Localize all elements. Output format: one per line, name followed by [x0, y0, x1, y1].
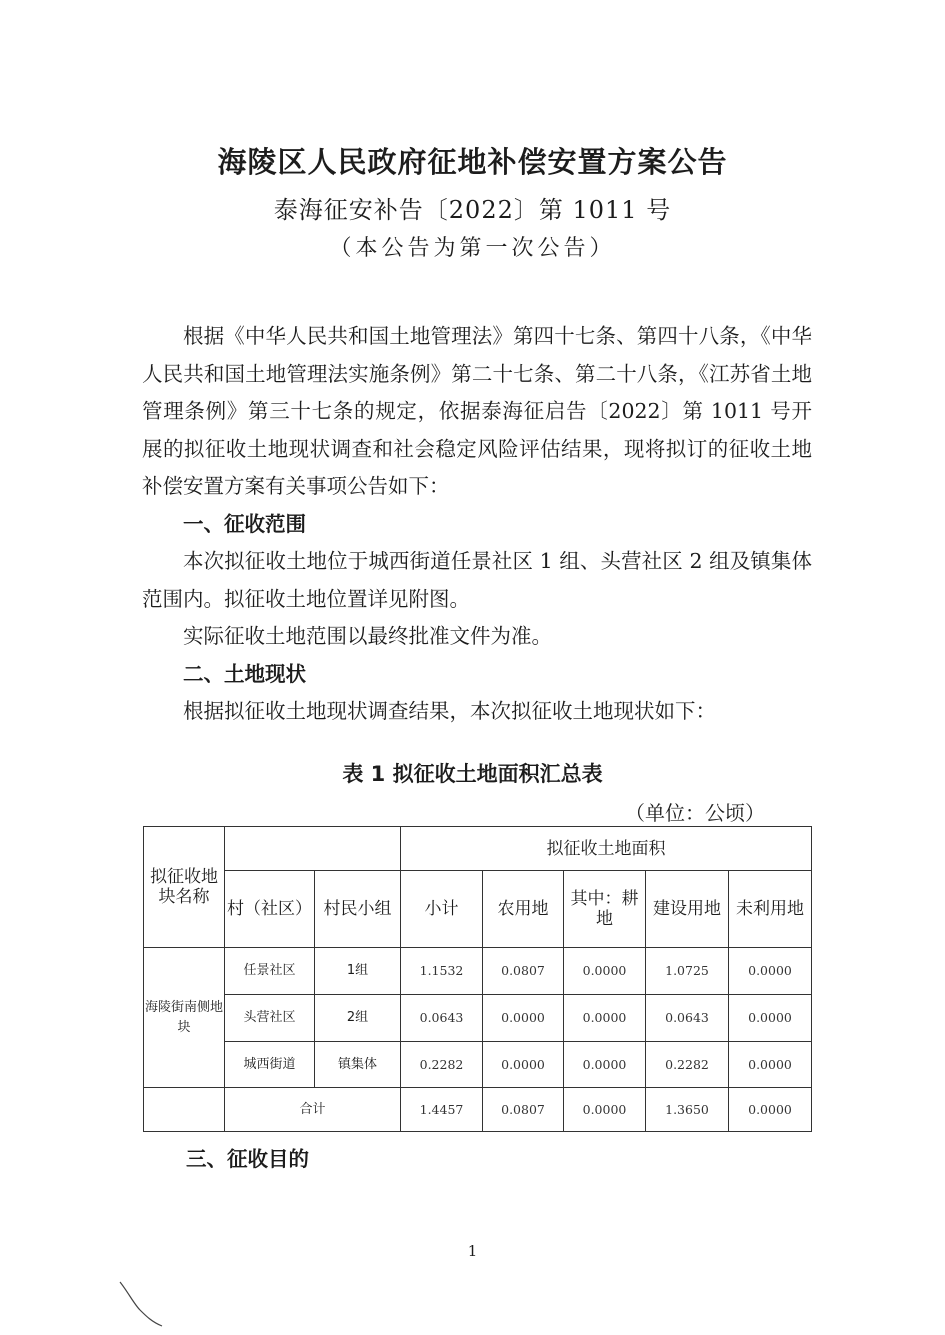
total-unused: 0.0000 — [729, 1088, 812, 1132]
intro-paragraph: 根据《中华人民共和国土地管理法》第四十七条、第四十八条，《中华人民共和国土地管理法实施条例》第二十七条、第二十八条，《江苏省土地管理条例》第三十七条的规定，依据泰海征启告〔2022〕第 1011 号开展的拟征收土地现状调查和社会稳定风险评估结果，现将拟订的征收土地补偿安置方案有关事项公告如下： — [142, 324, 812, 498]
table-title: 表 1 拟征收土地面积汇总表 — [342, 762, 603, 786]
cultivated-cell: 0.0000 — [564, 948, 646, 995]
header-area-group: 拟征收土地面积 — [401, 827, 812, 871]
farmland-cell: 0.0000 — [483, 1042, 564, 1088]
table-row — [144, 1042, 812, 1088]
subtotal-cell: 0.2282 — [401, 1042, 483, 1088]
plot-name-cell: 海陵街南侧地块 — [144, 948, 225, 1088]
village-cell: 任景社区 — [225, 948, 315, 995]
group-cell: 1组 — [315, 948, 401, 995]
header-farmland: 农用地 — [483, 871, 564, 948]
table-row — [144, 948, 812, 995]
cultivated-cell: 0.0000 — [564, 995, 646, 1042]
document-title: 海陵区人民政府征地补偿安置方案公告 — [217, 145, 728, 179]
table-unit: （单位：公顷） — [625, 801, 765, 825]
total-subtotal: 1.4457 — [401, 1088, 483, 1132]
section1-paragraph2: 实际征收土地范围以最终批准文件为准。 — [183, 624, 552, 648]
section3-heading: 三、征收目的 — [186, 1147, 309, 1171]
table-total-row — [144, 1088, 812, 1132]
section2-heading: 二、土地现状 — [183, 661, 306, 686]
total-farmland: 0.0807 — [483, 1088, 564, 1132]
header-construction: 建设用地 — [646, 871, 729, 948]
table-row — [144, 995, 812, 1042]
subtotal-cell: 0.0643 — [401, 995, 483, 1042]
subtotal-cell: 1.1532 — [401, 948, 483, 995]
farmland-cell: 0.0000 — [483, 995, 564, 1042]
total-label: 合计 — [225, 1088, 401, 1132]
group-cell: 2组 — [315, 995, 401, 1042]
cultivated-cell: 0.0000 — [564, 1042, 646, 1088]
unused-cell: 0.0000 — [729, 1042, 812, 1088]
page-number: 1 — [467, 1242, 478, 1260]
construction-cell: 1.0725 — [646, 948, 729, 995]
construction-cell: 0.2282 — [646, 1042, 729, 1088]
body-section — [142, 318, 812, 731]
land-area-table — [143, 826, 812, 1132]
unused-cell: 0.0000 — [729, 948, 812, 995]
header-group: 村民小组 — [315, 871, 401, 948]
total-cultivated: 0.0000 — [564, 1088, 646, 1132]
village-cell: 头营社区 — [225, 995, 315, 1042]
village-cell: 城西街道 — [225, 1042, 315, 1088]
pen-stroke-mark — [118, 1280, 168, 1330]
group-cell: 镇集体 — [315, 1042, 401, 1088]
section2-paragraph1: 根据拟征收土地现状调查结果，本次拟征收土地现状如下： — [183, 699, 716, 723]
construction-cell: 0.0643 — [646, 995, 729, 1042]
document-number: 泰海征安补告〔2022〕第 1011 号 — [273, 196, 672, 224]
unused-cell: 0.0000 — [729, 995, 812, 1042]
section1-heading: 一、征收范围 — [183, 511, 306, 536]
header-unused: 未利用地 — [729, 871, 812, 948]
header-cultivated: 其中：耕地 — [564, 871, 646, 948]
notice-type: （本公告为第一次公告） — [329, 236, 616, 261]
section1-paragraph1: 本次拟征收土地位于城西街道任景社区 1 组、头营社区 2 组及镇集体范围内。拟征收土地位置详见附图。 — [142, 549, 812, 611]
total-construction: 1.3650 — [646, 1088, 729, 1132]
header-plot-name: 拟征收地块名称 — [144, 827, 225, 948]
header-subtotal: 小计 — [401, 871, 483, 948]
total-blank-cell — [144, 1088, 225, 1132]
header-blank — [225, 827, 401, 871]
header-village: 村（社区） — [225, 871, 315, 948]
farmland-cell: 0.0807 — [483, 948, 564, 995]
